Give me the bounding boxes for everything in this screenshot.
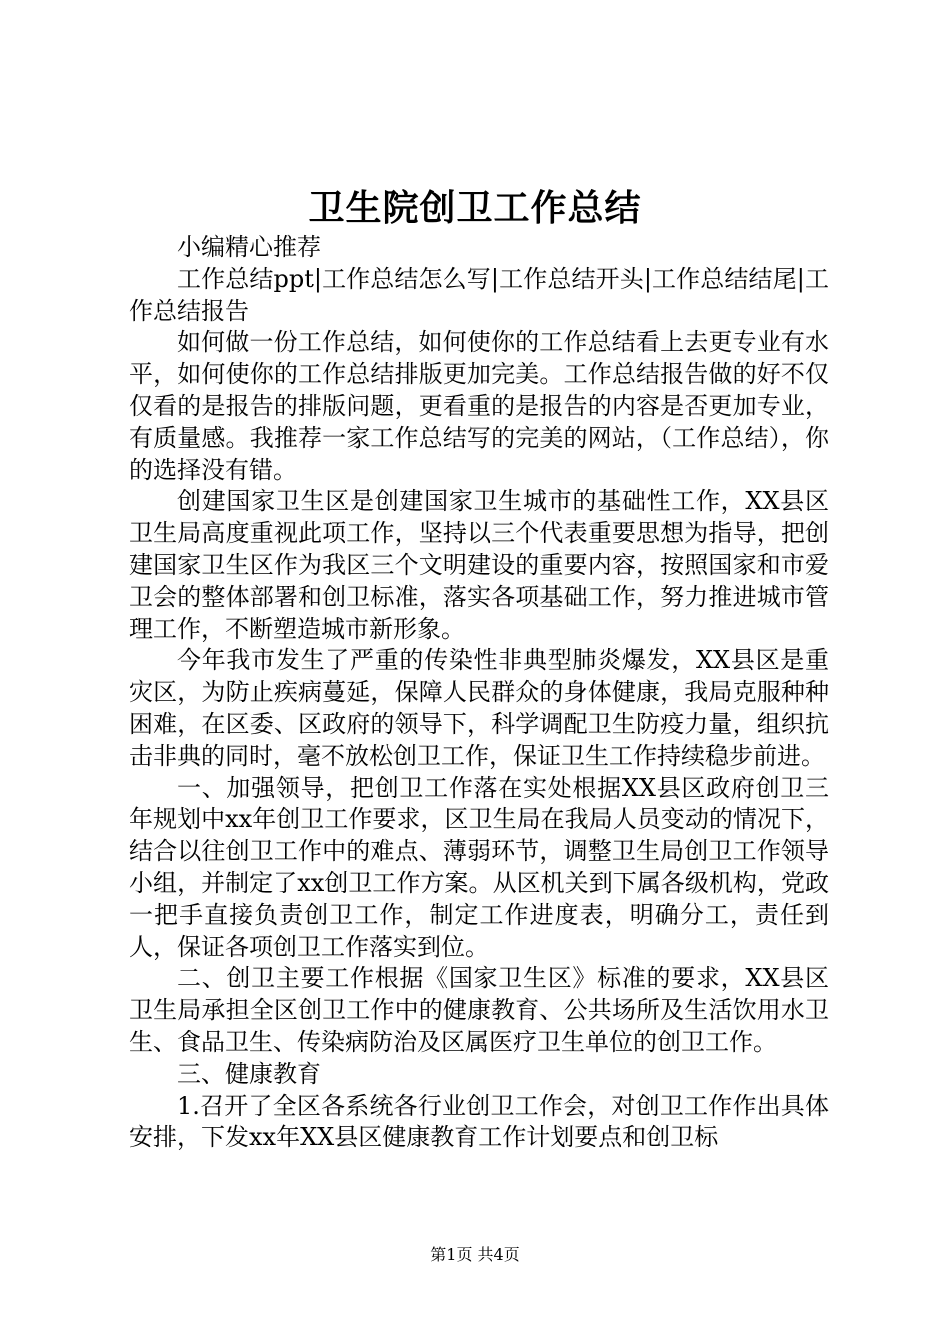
paragraph-item-1: 1.召开了全区各系统各行业创卫工作会，对创卫工作作出具体安排，下发xx年XX县区健康教育工作计划要点和创卫标: [129, 1091, 829, 1152]
paragraph-background: 创建国家卫生区是创建国家卫生城市的基础性工作，XX县区卫生局高度重视此项工作，坚持以三个代表重要思想为指导，把创建国家卫生区作为我区三个文明建设的重要内容，按照国家和市爱卫会的整体部署和创卫标准，落实各项基础工作，努力推进城市管理工作，不断塑造城市新形象。: [129, 487, 829, 643]
heading-section-3: 三、健康教育: [177, 1059, 321, 1088]
paragraph-sars: 今年我市发生了严重的传染性非典型肺炎爆发，XX县区是重灾区，为防止疾病蔓延，保障人民群众的身体健康，我局克服种种困难，在区委、区政府的领导下，科学调配卫生防疫力量，组织抗击非典的同时，毫不放松创卫工作，保证卫生工作持续稳步前进。: [129, 646, 829, 770]
page-number-footer: 第1页 共4页: [430, 1245, 520, 1264]
paragraph-section-2: 二、创卫主要工作根据《国家卫生区》标准的要求，XX县区卫生局承担全区创卫工作中的健康教育、公共场所及生活饮用水卫生、食品卫生、传染病防治及区属医疗卫生单位的创卫工作。: [129, 964, 829, 1056]
paragraph-links: 工作总结ppt|工作总结怎么写|工作总结开头|工作总结结尾|工作总结报告: [129, 264, 829, 325]
paragraph-intro: 如何做一份工作总结，如何使你的工作总结看上去更专业有水平，如何使你的工作总结排版更加完美。工作总结报告做的好不仅仅看的是报告的排版问题，更看重的是报告的内容是否更加专业，有质量感。我推荐一家工作总结写的完美的网站，（工作总结），你的选择没有错。: [129, 328, 829, 484]
document-body: [129, 232, 829, 1154]
document-title: 卫生院创卫工作总结: [308, 187, 642, 229]
paragraph-section-1: 一、加强领导，把创卫工作落在实处根据XX县区政府创卫三年规划中xx年创卫工作要求，区卫生局在我局人员变动的情况下，结合以往创卫工作中的难点、薄弱环节，调整卫生局创卫工作领导小组，并制定了xx创卫工作方案。从区机关到下属各级机构，党政一把手直接负责创卫工作，制定工作进度表，明确分工，责任到人，保证各项创卫工作落实到位。: [129, 773, 829, 961]
paragraph-recommend: 小编精心推荐: [177, 233, 321, 261]
